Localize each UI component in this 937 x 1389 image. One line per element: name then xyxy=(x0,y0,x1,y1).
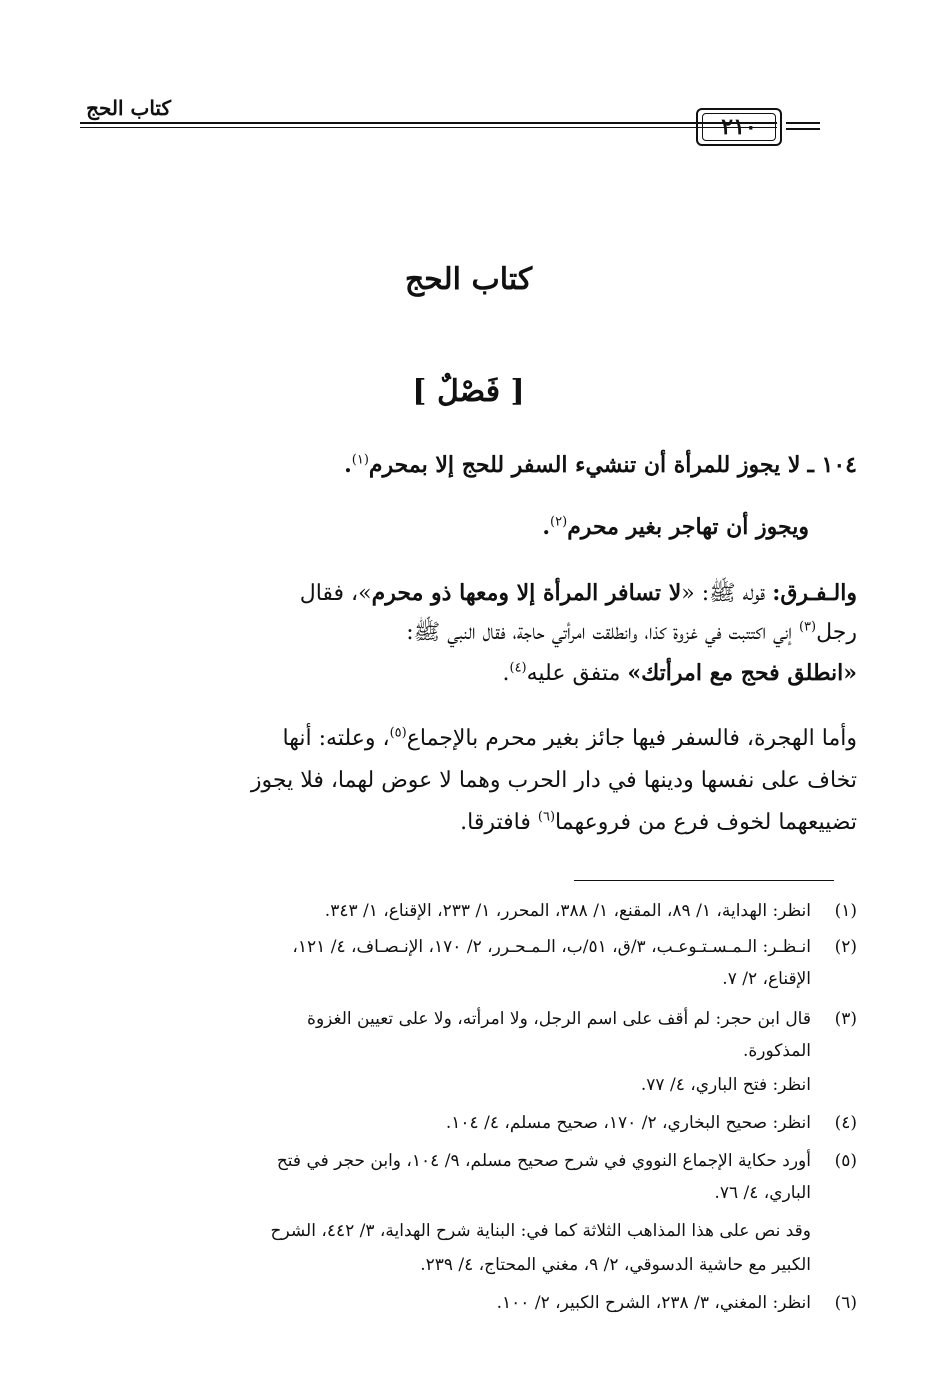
hadith-quote: «انطلق فحج مع امرأتك» xyxy=(627,660,857,686)
footnote-text: انظر: الهداية، ١/ ٨٩، المقنع، ١/ ٣٨٨، المحرر، ١/ ٢٣٣، الإقناع، ١/ ٣٤٣. xyxy=(324,901,811,921)
footnote-ref: (٥) xyxy=(389,725,407,741)
footnote-separator xyxy=(574,880,834,881)
footnote-3-cont: المذكورة. xyxy=(742,1041,811,1061)
section-heading-text: فَصْلٌ xyxy=(436,374,501,409)
footnote-text: قال ابن حجر: لم أقف على اسم الرجل، ولا امرأته، ولا على تعيين الغزوة xyxy=(307,1009,811,1029)
footnote-number: (١) xyxy=(834,901,857,921)
footnote-number: (٣) xyxy=(834,1009,857,1029)
footnote-2 xyxy=(80,932,857,962)
paragraph-1-line-3: «انطلق فحج مع امرأتك» متفق عليه$^{(٤)}$. xyxy=(502,660,857,686)
footnote-5-cont: الباري، ٤/ ٧٦. xyxy=(714,1183,811,1203)
paragraph-text: إني اكتتبت في غزوة كذا، وانطلقت امرأتي حاجة، فقال النبي ﷺ: xyxy=(406,620,792,645)
footnote-ref: (٦) xyxy=(537,809,556,825)
footnote-number: (٢) xyxy=(834,937,857,957)
chapter-title: كتاب الحج xyxy=(404,262,533,297)
footnote-text: انظر: صحيح البخاري، ٢/ ١٧٠، صحيح مسلم، ٤/ ١٠٤. xyxy=(445,1113,811,1133)
page-number-ornament xyxy=(786,122,820,124)
footnote-3 xyxy=(80,1004,857,1034)
header-rule-thin xyxy=(80,127,777,128)
paragraph-text: رجل xyxy=(816,620,857,645)
paragraph-text: تضييعهما لخوف فرع من فروعهما xyxy=(555,810,857,835)
footnote-ref: (١) xyxy=(351,452,369,468)
running-header-title: كتاب الحج xyxy=(86,96,171,120)
footnote-text: أورد حكاية الإجماع النووي في شرح صحيح مسلم، ٩/ ١٠٤، وابن حجر في فتح xyxy=(276,1151,811,1171)
footnote-2-cont: الإقناع، ٢/ ٧. xyxy=(722,969,811,989)
footnote-1 xyxy=(80,896,857,926)
rule-line-1: ١٠٤ ـ لا يجوز للمرأة أن تنشيء السفر للحج إلا بمحرم$^{(١)}$. xyxy=(344,452,857,478)
rule-text-2: ويجوز أن تهاجر بغير محرم xyxy=(567,514,809,540)
bracket-close: ] xyxy=(412,374,427,409)
paragraph-1-line-1 xyxy=(80,578,857,609)
paragraph-1-line-2 xyxy=(80,618,857,648)
footnote-ref: (٣) xyxy=(798,619,817,635)
footnote-ref: (٢) xyxy=(550,514,568,530)
footnote-5 xyxy=(80,1146,857,1176)
page-number-ornament xyxy=(786,128,820,130)
footnote-5-extra-2: الكبير مع حاشية الدسوقي، ٢/ ٩، مغني المحتاج، ٤/ ٢٣٩. xyxy=(420,1255,811,1275)
bracket-open: [ xyxy=(510,374,525,409)
footnote-text: انـظـر: الـمـسـتـوعـب، ٣/ق، ٥١/ب، الـمـحـرر، ٢/ ١٧٠، الإنـصـاف، ٤/ ١٢١، xyxy=(292,937,811,957)
paragraph-text: فافترقا. xyxy=(460,810,531,835)
rule-number: ١٠٤ ـ xyxy=(807,452,857,478)
paragraph-text: »، فقال xyxy=(299,581,372,606)
footnote-number: (٤) xyxy=(834,1113,857,1133)
paragraph-lead: والـفـرق: xyxy=(772,580,857,606)
header-rule xyxy=(80,122,777,124)
paragraph-text: وأما الهجرة، فالسفر فيها جائز بغير محرم بالإجماع xyxy=(406,726,857,751)
paragraph-2-line-3 xyxy=(80,808,857,838)
rule-text-1: لا يجوز للمرأة أن تنشيء السفر للحج إلا بمحرم xyxy=(368,452,801,478)
paragraph-2-line-1 xyxy=(80,724,857,754)
footnote-3-extra: انظر: فتح الباري، ٤/ ٧٧. xyxy=(640,1075,811,1095)
footnote-number: (٥) xyxy=(834,1151,857,1171)
footnote-4 xyxy=(80,1108,857,1138)
footnote-5-extra-1: وقد نص على هذا المذاهب الثلاثة كما في: البناية شرح الهداية، ٣/ ٤٤٢، الشرح xyxy=(270,1221,811,1241)
paragraph-text: متفق عليه xyxy=(526,661,621,686)
section-heading xyxy=(0,374,937,409)
page-number-text: ٢١٠ xyxy=(721,114,757,140)
footnote-ref: (٤) xyxy=(509,660,527,676)
footnote-text: انظر: المغني، ٣/ ٢٣٨، الشرح الكبير، ٢/ ١٠٠. xyxy=(496,1293,811,1313)
paragraph-text: ، وعلته: أنها xyxy=(282,726,390,751)
paragraph-text: قوله ﷺ: « xyxy=(681,581,766,606)
rule-line-2: ويجوز أن تهاجر بغير محرم$^{(٢)}$. xyxy=(542,514,809,540)
footnote-number: (٦) xyxy=(834,1293,857,1313)
page-number xyxy=(696,108,782,146)
footnote-6 xyxy=(80,1288,857,1318)
paragraph-2-line-2: تخاف على نفسها ودينها في دار الحرب وهما لا عوض لهما، فلا يجوز xyxy=(250,768,857,793)
hadith-quote: لا تسافر المرأة إلا ومعها ذو محرم xyxy=(371,580,682,606)
